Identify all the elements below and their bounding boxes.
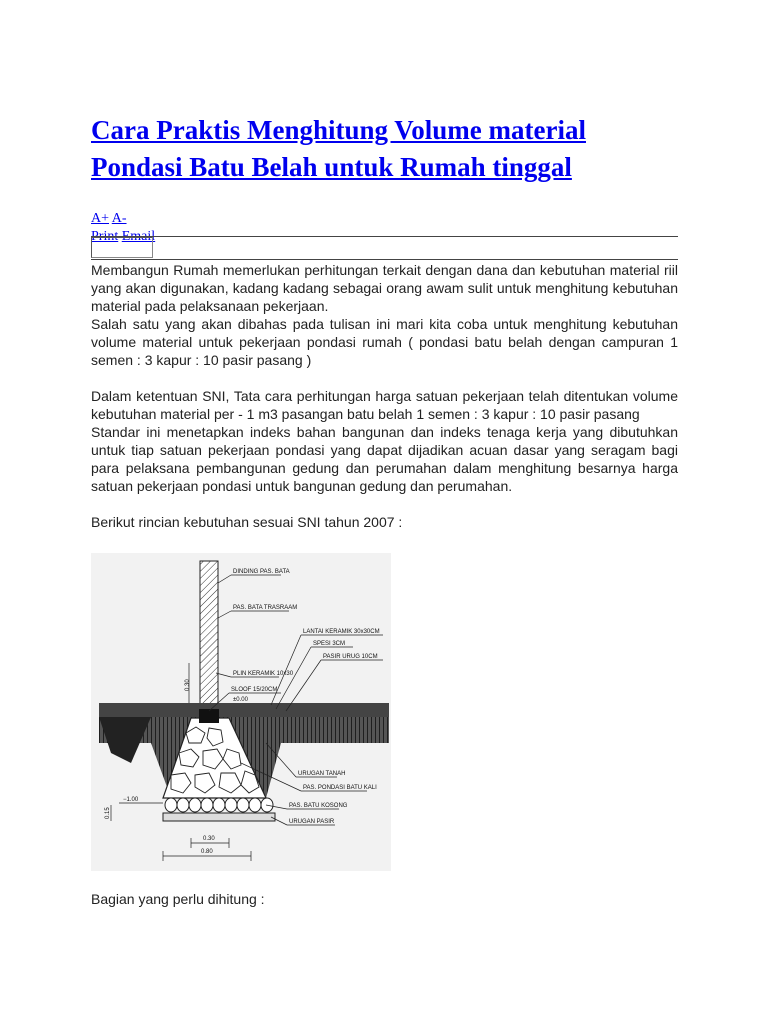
divider-bottom	[91, 259, 678, 260]
article-title-link[interactable]: Cara Praktis Menghitung Volume material Pondasi Batu Belah untuk Rumah tinggal	[91, 115, 586, 182]
paragraph-3: Dalam ketentuan SNI, Tata cara perhitungan harga satuan pekerjaan telah ditentukan volume kebutuhan material per - 1 m3 pasangan batu belah 1 semen : 3 kapur : 10 pasir pasang	[91, 388, 678, 422]
label-dim-080: 0.80	[201, 849, 213, 855]
label-dinding: DINDING PAS. BATA	[233, 569, 290, 575]
label-dim-015: 0.15	[105, 807, 111, 819]
email-link[interactable]: Email	[121, 229, 156, 244]
label-trasraam: PAS. BATA TRASRAAM	[233, 605, 298, 611]
paragraph-5: Berikut rincian kebutuhan sesuai SNI tahun 2007 :	[91, 514, 403, 530]
paragraph-2: Salah satu yang akan dibahas pada tulisan ini mari kita coba untuk menghitung kebutuhan volume material untuk pekerjaan pondasi rumah ( pondasi batu belah dengan campuran 1 semen : 3 kapur : 10 pasir pasang )	[91, 316, 678, 368]
paragraph-4: Standar ini menetapkan indeks bahan bangunan dan indeks tenaga kerja yang dibutuhkan untuk tiap satuan pekerjaan pondasi yang dapat dijadikan acuan dasar yang seragam bagi para pelaksana pembangunan gedung dan perumahan dalam menghitung besarnya harga satuan pekerjaan pondasi untuk bangunan gedung dan perumahan.	[91, 424, 678, 494]
label-batu-kali: PAS. PONDASI BATU KALI	[303, 785, 377, 791]
divider-top	[91, 236, 678, 237]
label-urugan-tanah: URUGAN TANAH	[298, 771, 346, 777]
print-link[interactable]: Print	[91, 229, 119, 244]
label-dim-030: 0.30	[203, 836, 215, 842]
article-tools	[91, 210, 678, 246]
article	[91, 0, 678, 246]
label-urugan-pasir: URUGAN PASIR	[289, 819, 335, 825]
label-dim-030-vertical: 0.30	[185, 679, 191, 691]
label-sloof: SLOOF 15/20CM	[231, 687, 278, 693]
label-spesi: SPESI 3CM	[313, 641, 346, 647]
label-level-zero: ±0.00	[233, 697, 248, 703]
label-level-minus: −1.00	[123, 797, 139, 803]
label-pasir-urug: PASIR URUG 10CM	[323, 654, 378, 660]
label-plin: PLIN KERAMIK 10x30	[233, 671, 294, 677]
paragraph-1: Membangun Rumah memerlukan perhitungan terkait dengan dana dan kebutuhan material riil yang akan digunakan, kadang kadang sebagai orang awam sulit untuk menghitung kebutuhan material pada pelaksanaan pekerjaan.	[91, 262, 678, 314]
font-increase-link[interactable]: A+	[91, 211, 110, 226]
label-lantai: LANTAI KERAMIK 30x30CM	[303, 629, 380, 635]
closing-text: Bagian yang perlu dihitung :	[91, 891, 265, 907]
article-body	[91, 261, 678, 531]
font-decrease-link[interactable]: A-	[111, 211, 127, 226]
embed-box	[91, 237, 153, 258]
label-batu-kosong: PAS. BATU KOSONG	[289, 803, 348, 809]
foundation-cross-section-drawing	[91, 553, 391, 871]
